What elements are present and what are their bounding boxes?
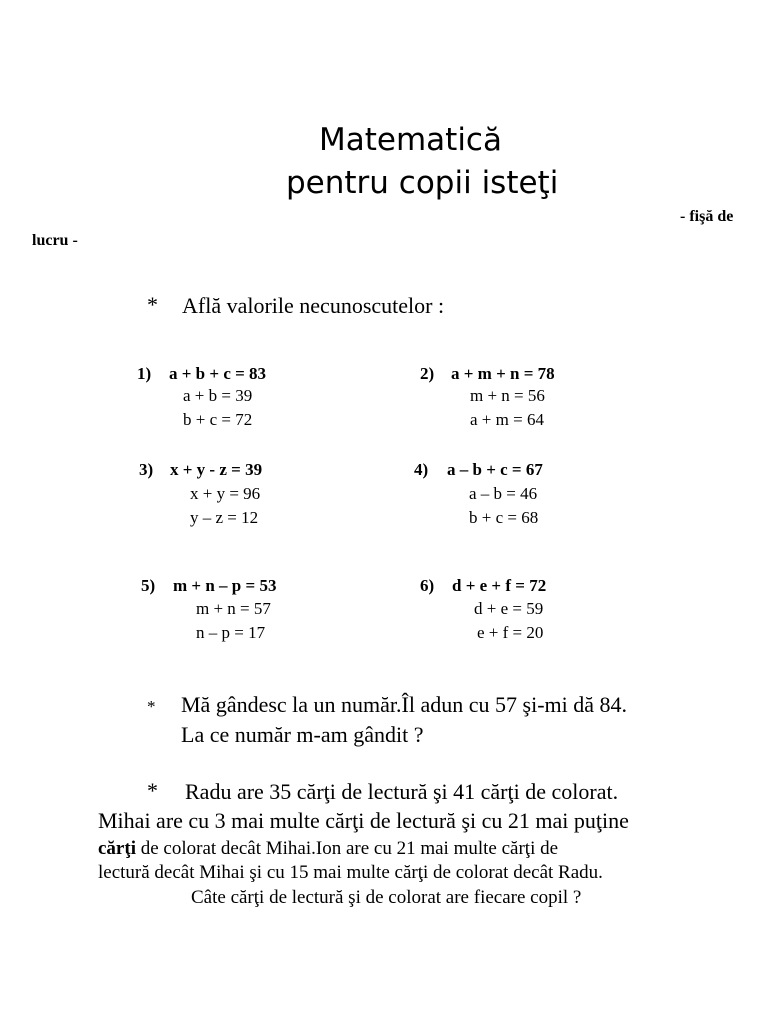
problem-3-line-2: y – z = 12: [190, 508, 259, 527]
problem-5-line-2: n – p = 17: [196, 623, 266, 642]
problem-4-equation: a – b + c = 67: [447, 460, 543, 479]
task-3-question: Câte cărţi de lectură şi de colorat are fiecare copil ?: [191, 887, 582, 908]
problem-6-line-2: e + f = 20: [477, 623, 544, 642]
problem-6-line-1: d + e = 59: [474, 599, 544, 618]
problem-2-line-2: a + m = 64: [470, 410, 544, 429]
subtitle-part-1: - fişă de: [680, 208, 734, 225]
title-line-1: Matematică: [319, 122, 502, 158]
task-3-bold-word: cărţi: [98, 838, 136, 859]
section-bullet: *: [147, 292, 158, 317]
problem-4-line-2: b + c = 68: [469, 508, 539, 527]
problem-5-equation: m + n – p = 53: [173, 576, 277, 595]
problem-2-line-1: m + n = 56: [470, 386, 545, 405]
problem-3-number: 3): [139, 460, 154, 479]
problem-1-line-2: b + c = 72: [183, 410, 253, 429]
task-3-line-2: Mihai are cu 3 mai multe cărţi de lectură şi cu 21 mai puţine: [98, 808, 629, 833]
problem-3-line-1: x + y = 96: [190, 484, 261, 503]
task-3-line-4: lectură decât Mihai şi cu 15 mai multe cărţi de colorat decât Radu.: [98, 862, 603, 883]
task-2-line-1: Mă gândesc la un număr.Îl adun cu 57 şi-mi dă 84.: [181, 692, 628, 717]
task-3-line-1: Radu are 35 cărţi de lectură şi 41 cărţi de colorat.: [185, 779, 619, 804]
task-3-line-3-rest: de colorat decât Mihai.Ion are cu 21 mai multe cărţi de: [135, 838, 559, 859]
task-3-bullet: *: [147, 778, 158, 803]
problem-4-number: 4): [414, 460, 429, 479]
problem-6-number: 6): [420, 576, 435, 595]
title-line-2: pentru copii isteţi: [286, 165, 559, 201]
problem-1-number: 1): [137, 364, 152, 383]
problem-1-equation: a + b + c = 83: [169, 364, 267, 383]
problem-1-line-1: a + b = 39: [183, 386, 253, 405]
problem-4-line-1: a – b = 46: [469, 484, 538, 503]
task-3-line-3: [98, 838, 558, 860]
task-2-bullet: *: [147, 697, 156, 716]
problem-6-equation: d + e + f = 72: [452, 576, 547, 595]
problem-5-number: 5): [141, 576, 156, 595]
subtitle-part-2: lucru -: [32, 232, 78, 249]
problem-2-equation: a + m + n = 78: [451, 364, 555, 383]
section-instruction: Află valorile necunoscutelor :: [182, 293, 445, 318]
task-2-line-2: La ce număr m-am gândit ?: [181, 722, 424, 747]
problem-3-equation: x + y - z = 39: [170, 460, 263, 479]
problem-2-number: 2): [420, 364, 435, 383]
problem-5-line-1: m + n = 57: [196, 599, 271, 618]
